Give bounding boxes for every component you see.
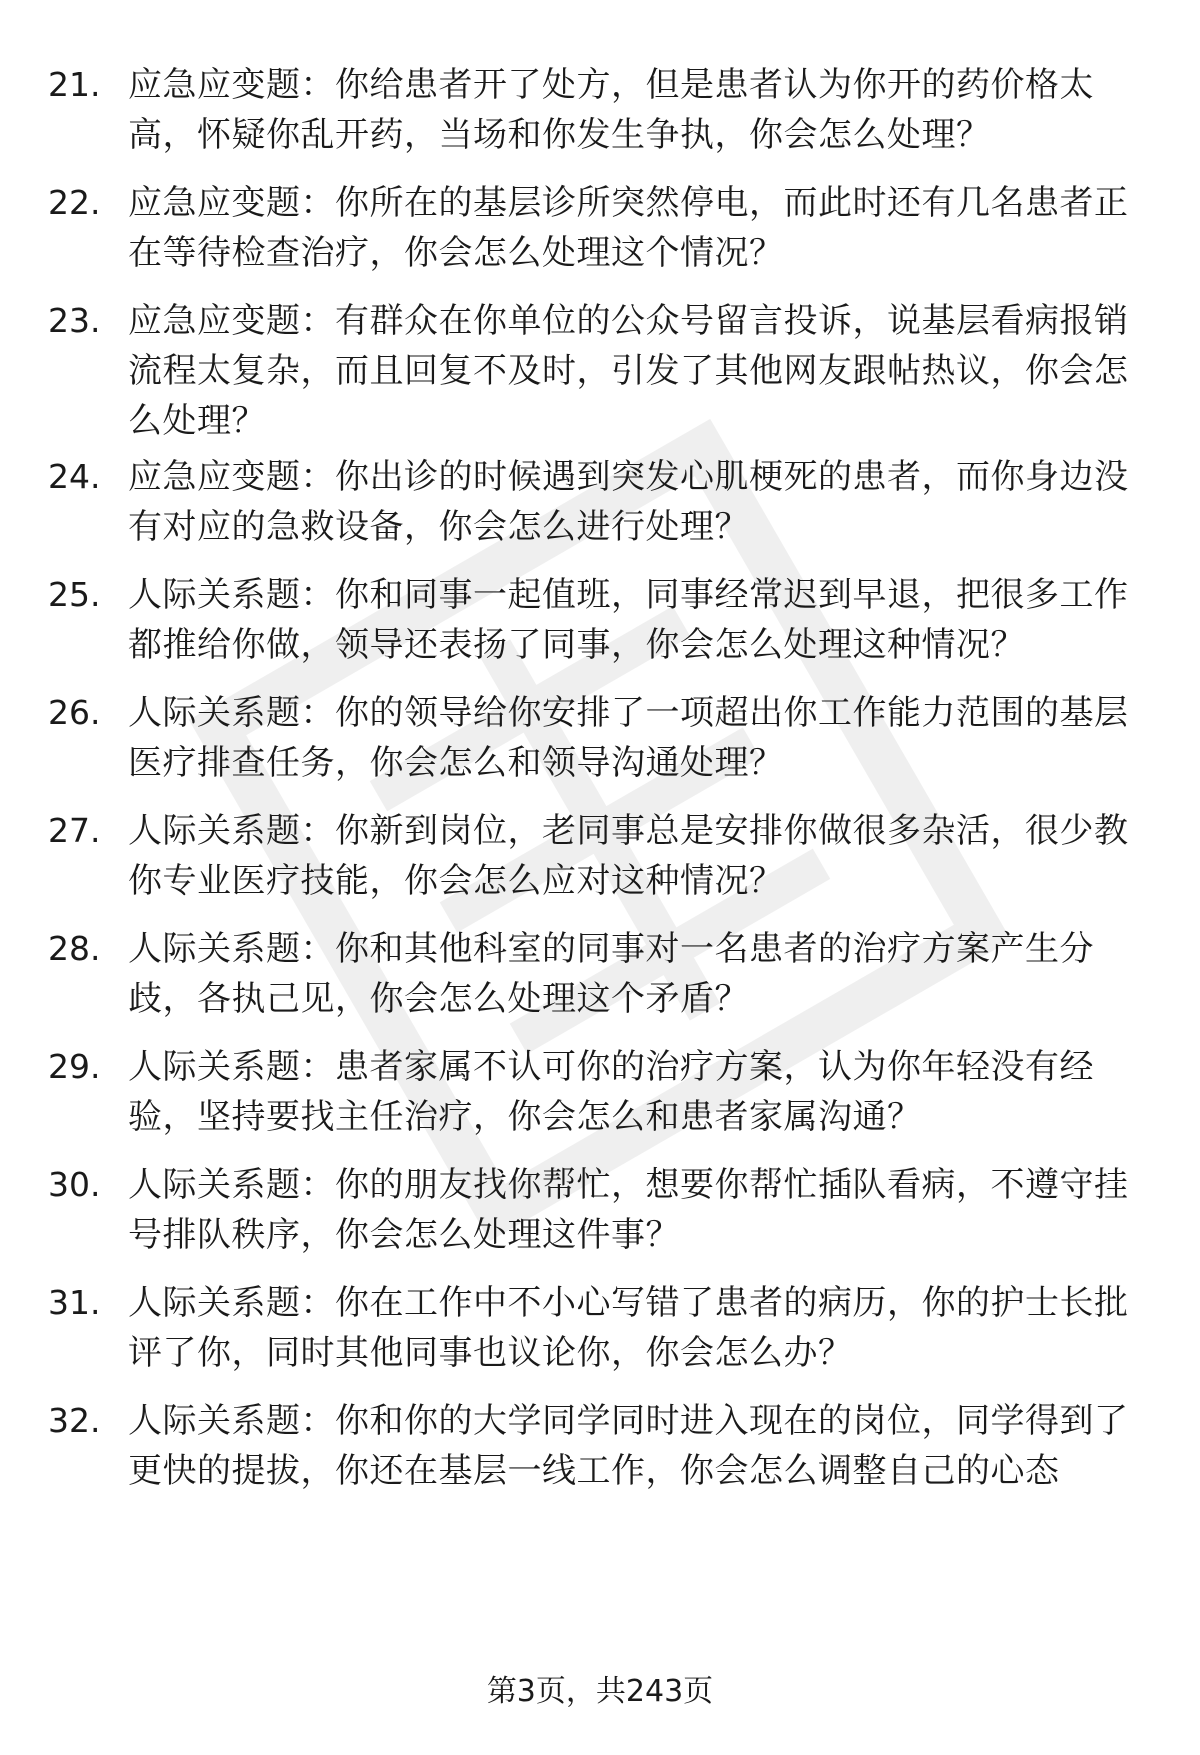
page-number-footer: 第3页，共243页	[486, 1674, 714, 1709]
question-text: 应急应变题：你给患者开了处方，但是患者认为你开的药价格太高，怀疑你乱开药，当场和你发生争执，你会怎么处理？	[128, 65, 1094, 155]
question-text: 人际关系题：你的领导给你安排了一项超出你工作能力范围的基层医疗排查任务，你会怎么和领导沟通处理？	[128, 693, 1129, 783]
question-number: 21.	[48, 65, 101, 104]
question-number: 30.	[48, 1165, 101, 1204]
question-text: 人际关系题：你的朋友找你帮忙，想要你帮忙插队看病，不遵守挂号排队秩序，你会怎么处理这件事？	[128, 1165, 1129, 1255]
question-number: 25.	[48, 575, 101, 614]
question-number: 23.	[48, 301, 101, 340]
question-text: 人际关系题：你和你的大学同学同时进入现在的岗位，同学得到了更快的提拔，你还在基层一线工作，你会怎么调整自己的心态	[128, 1401, 1129, 1491]
question-number: 22.	[48, 183, 101, 222]
question-number: 29.	[48, 1047, 101, 1086]
question-number: 24.	[48, 457, 101, 496]
question-text: 人际关系题：你新到岗位，老同事总是安排你做很多杂活，很少教你专业医疗技能，你会怎么应对这种情况？	[128, 811, 1129, 901]
question-text: 应急应变题：你所在的基层诊所突然停电，而此时还有几名患者正在等待检查治疗，你会怎么处理这个情况？	[128, 183, 1129, 273]
question-text: 人际关系题：你在工作中不小心写错了患者的病历，你的护士长批评了你，同时其他同事也议论你，你会怎么办？	[128, 1283, 1129, 1373]
question-text: 应急应变题：你出诊的时候遇到突发心肌梗死的患者，而你身边没有对应的急救设备，你会怎么进行处理？	[128, 457, 1129, 547]
question-text: 人际关系题：你和同事一起值班，同事经常迟到早退，把很多工作都推给你做，领导还表扬了同事，你会怎么处理这种情况？	[128, 575, 1129, 665]
question-text: 人际关系题：你和其他科室的同事对一名患者的治疗方案产生分歧，各执己见，你会怎么处理这个矛盾？	[128, 929, 1094, 1019]
question-number: 27.	[48, 811, 101, 850]
question-text: 应急应变题：有群众在你单位的公众号留言投诉，说基层看病报销流程太复杂，而且回复不及时，引发了其他网友跟帖热议，你会怎么处理？	[128, 301, 1129, 441]
question-number: 31.	[48, 1283, 101, 1322]
question-number: 28.	[48, 929, 101, 968]
question-number: 26.	[48, 693, 101, 732]
question-text: 人际关系题：患者家属不认可你的治疗方案，认为你年轻没有经验，坚持要找主任治疗，你会怎么和患者家属沟通？	[128, 1047, 1094, 1137]
question-number: 32.	[48, 1401, 101, 1440]
